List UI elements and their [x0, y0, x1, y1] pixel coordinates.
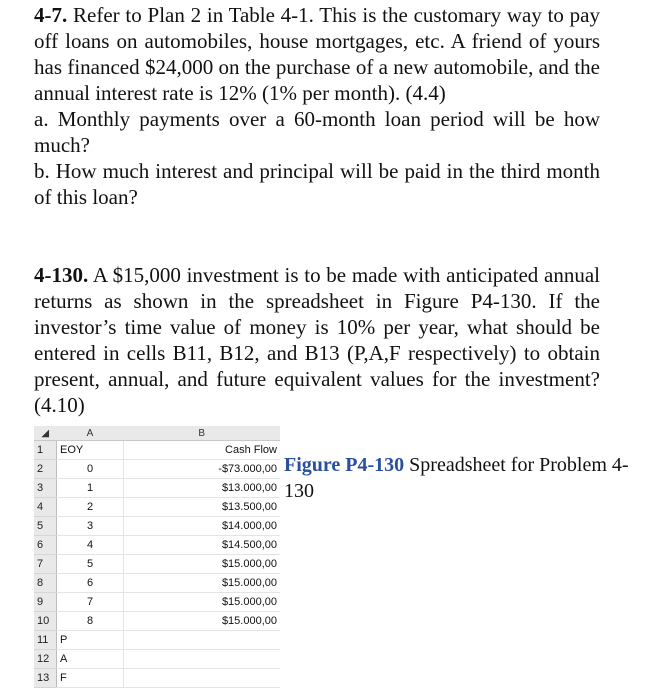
cell-b [124, 669, 281, 688]
cell-b: Cash Flow [124, 441, 281, 460]
spreadsheet-row [34, 574, 280, 593]
cell-a: 0 [57, 460, 124, 479]
cell-a: A [57, 650, 124, 669]
cell-b: $15.000,00 [124, 593, 281, 612]
column-header-b: B [124, 426, 281, 441]
spreadsheet-row [34, 536, 280, 555]
corner-cell: ◢ [34, 426, 57, 441]
spreadsheet-table [34, 426, 280, 688]
problem-4-7-number: 4-7. [34, 3, 68, 27]
cell-a: 6 [57, 574, 124, 593]
column-header-a: A [57, 426, 124, 441]
cell-b: $13.500,00 [124, 498, 281, 517]
problem-4-130 [34, 262, 600, 418]
spreadsheet-row [34, 669, 280, 688]
row-number: 1 [34, 441, 57, 460]
spreadsheet-row [34, 650, 280, 669]
row-number: 11 [34, 631, 57, 650]
cell-a: 7 [57, 593, 124, 612]
cell-a: 2 [57, 498, 124, 517]
cell-a: 4 [57, 536, 124, 555]
spreadsheet-row [34, 460, 280, 479]
row-number: 7 [34, 555, 57, 574]
problem-4-7-body: Refer to Plan 2 in Table 4-1. This is the customary way to pay off loans on automobiles, house mortgages, etc. A friend of yours has financed $24,000 on the purchase of a new automobile, and the annual interest rate is 12% (1% per month). (4.4) [34, 3, 600, 105]
row-number: 3 [34, 479, 57, 498]
cell-b [124, 650, 281, 669]
spreadsheet-row [34, 441, 280, 460]
row-number: 2 [34, 460, 57, 479]
spreadsheet-row [34, 631, 280, 650]
row-number: 12 [34, 650, 57, 669]
problem-4-7 [34, 2, 600, 210]
row-number: 13 [34, 669, 57, 688]
column-header-row [34, 426, 280, 441]
cell-b: $14.500,00 [124, 536, 281, 555]
row-number: 8 [34, 574, 57, 593]
row-number: 9 [34, 593, 57, 612]
cell-a: 8 [57, 612, 124, 631]
problem-4-130-number: 4-130. [34, 263, 89, 287]
problem-4-130-statement [34, 262, 600, 418]
spreadsheet-figure [34, 426, 284, 688]
spreadsheet-row [34, 517, 280, 536]
problem-4-130-body: A $15,000 investment is to be made with anticipated annual returns as shown in the spreadsheet in Figure P4-130. If the investor’s time value of money is 10% per year, what should be entered in cells B11, B12, and B13 (P,A,F respectively) to obtain present, annual, and future equivalent values for the investment? (4.10) [34, 263, 601, 417]
cell-a: P [57, 631, 124, 650]
cell-a: 5 [57, 555, 124, 574]
spreadsheet-body [34, 441, 280, 688]
cell-b: $15.000,00 [124, 574, 281, 593]
figure-caption-text: Spreadsheet for Problem 4-130 [284, 454, 629, 502]
cell-a: EOY [57, 441, 124, 460]
spreadsheet-row [34, 479, 280, 498]
cell-a: 3 [57, 517, 124, 536]
figure-label: Figure P4-130 [284, 454, 405, 476]
spreadsheet-row [34, 498, 280, 517]
row-number: 10 [34, 612, 57, 631]
spreadsheet-row [34, 593, 280, 612]
problem-4-7-statement [34, 2, 600, 106]
spreadsheet-row [34, 612, 280, 631]
cell-a: 1 [57, 479, 124, 498]
figure-caption [284, 452, 650, 504]
cell-b: -$73.000,00 [124, 460, 281, 479]
cell-b: $14.000,00 [124, 517, 281, 536]
spreadsheet-row [34, 555, 280, 574]
row-number: 5 [34, 517, 57, 536]
row-number: 6 [34, 536, 57, 555]
cell-b: $13.000,00 [124, 479, 281, 498]
problem-4-7-part-b: b. How much interest and principal will be paid in the third month of this loan? [34, 159, 600, 209]
cell-b: $15.000,00 [124, 612, 281, 631]
row-number: 4 [34, 498, 57, 517]
cell-b [124, 631, 281, 650]
cell-a: F [57, 669, 124, 688]
cell-b: $15.000,00 [124, 555, 281, 574]
problem-4-7-part-a: a. Monthly payments over a 60-month loan period will be how much? [34, 107, 600, 157]
